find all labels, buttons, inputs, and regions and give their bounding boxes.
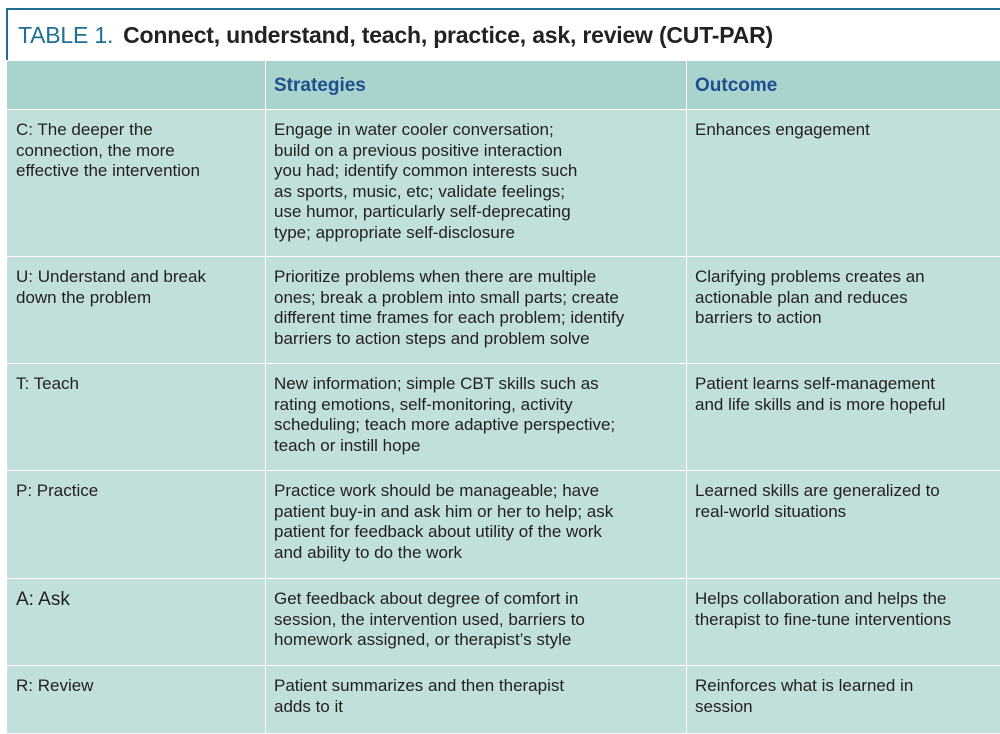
row-outcome: Enhances engagement bbox=[687, 110, 1000, 257]
row-label: R: Review bbox=[7, 666, 266, 734]
row-label: T: Teach bbox=[7, 364, 266, 471]
cut-par-table bbox=[6, 60, 1000, 734]
table-row bbox=[7, 666, 1000, 734]
row-strategies: Engage in water cooler conversation; build on a previous positive interaction you had; identify common interests such as sports, music, etc; validate feelings; use humor, particularly self-deprecating type; appropriate self-disclosure bbox=[266, 110, 687, 257]
row-label: A: Ask bbox=[7, 579, 266, 666]
header-strategies: Strategies bbox=[266, 61, 687, 110]
table-row bbox=[7, 110, 1000, 257]
row-outcome: Patient learns self-management and life skills and is more hopeful bbox=[687, 364, 1000, 471]
row-strategies: Prioritize problems when there are multiple ones; break a problem into small parts; create different time frames for each problem; identify barriers to action steps and problem solve bbox=[266, 257, 687, 364]
row-outcome: Reinforces what is learned in session bbox=[687, 666, 1000, 734]
table-row bbox=[7, 579, 1000, 666]
table-row bbox=[7, 257, 1000, 364]
row-label: U: Understand and break down the problem bbox=[7, 257, 266, 364]
row-strategies: Patient summarizes and then therapist adds to it bbox=[266, 666, 687, 734]
row-outcome: Clarifying problems creates an actionable plan and reduces barriers to action bbox=[687, 257, 1000, 364]
row-strategies: Practice work should be manageable; have patient buy-in and ask him or her to help; ask patient for feedback about utility of the work and ability to do the work bbox=[266, 471, 687, 579]
header-row bbox=[7, 61, 1000, 110]
row-strategies: New information; simple CBT skills such as rating emotions, self-monitoring, activity scheduling; teach more adaptive perspective; teach or instill hope bbox=[266, 364, 687, 471]
table-row bbox=[7, 471, 1000, 579]
table-row bbox=[7, 364, 1000, 471]
row-label: C: The deeper the connection, the more effective the intervention bbox=[7, 110, 266, 257]
row-strategies: Get feedback about degree of comfort in session, the intervention used, barriers to homework assigned, or therapist’s style bbox=[266, 579, 687, 666]
table-number: TABLE 1. bbox=[18, 21, 114, 48]
table-title bbox=[6, 8, 1000, 60]
header-outcome: Outcome bbox=[687, 61, 1000, 110]
header-empty bbox=[7, 61, 266, 110]
row-outcome: Learned skills are generalized to real-world situations bbox=[687, 471, 1000, 579]
row-label: P: Practice bbox=[7, 471, 266, 579]
table-caption: Connect, understand, teach, practice, ask, review (CUT-PAR) bbox=[123, 21, 773, 48]
row-outcome: Helps collaboration and helps the therapist to fine-tune interventions bbox=[687, 579, 1000, 666]
